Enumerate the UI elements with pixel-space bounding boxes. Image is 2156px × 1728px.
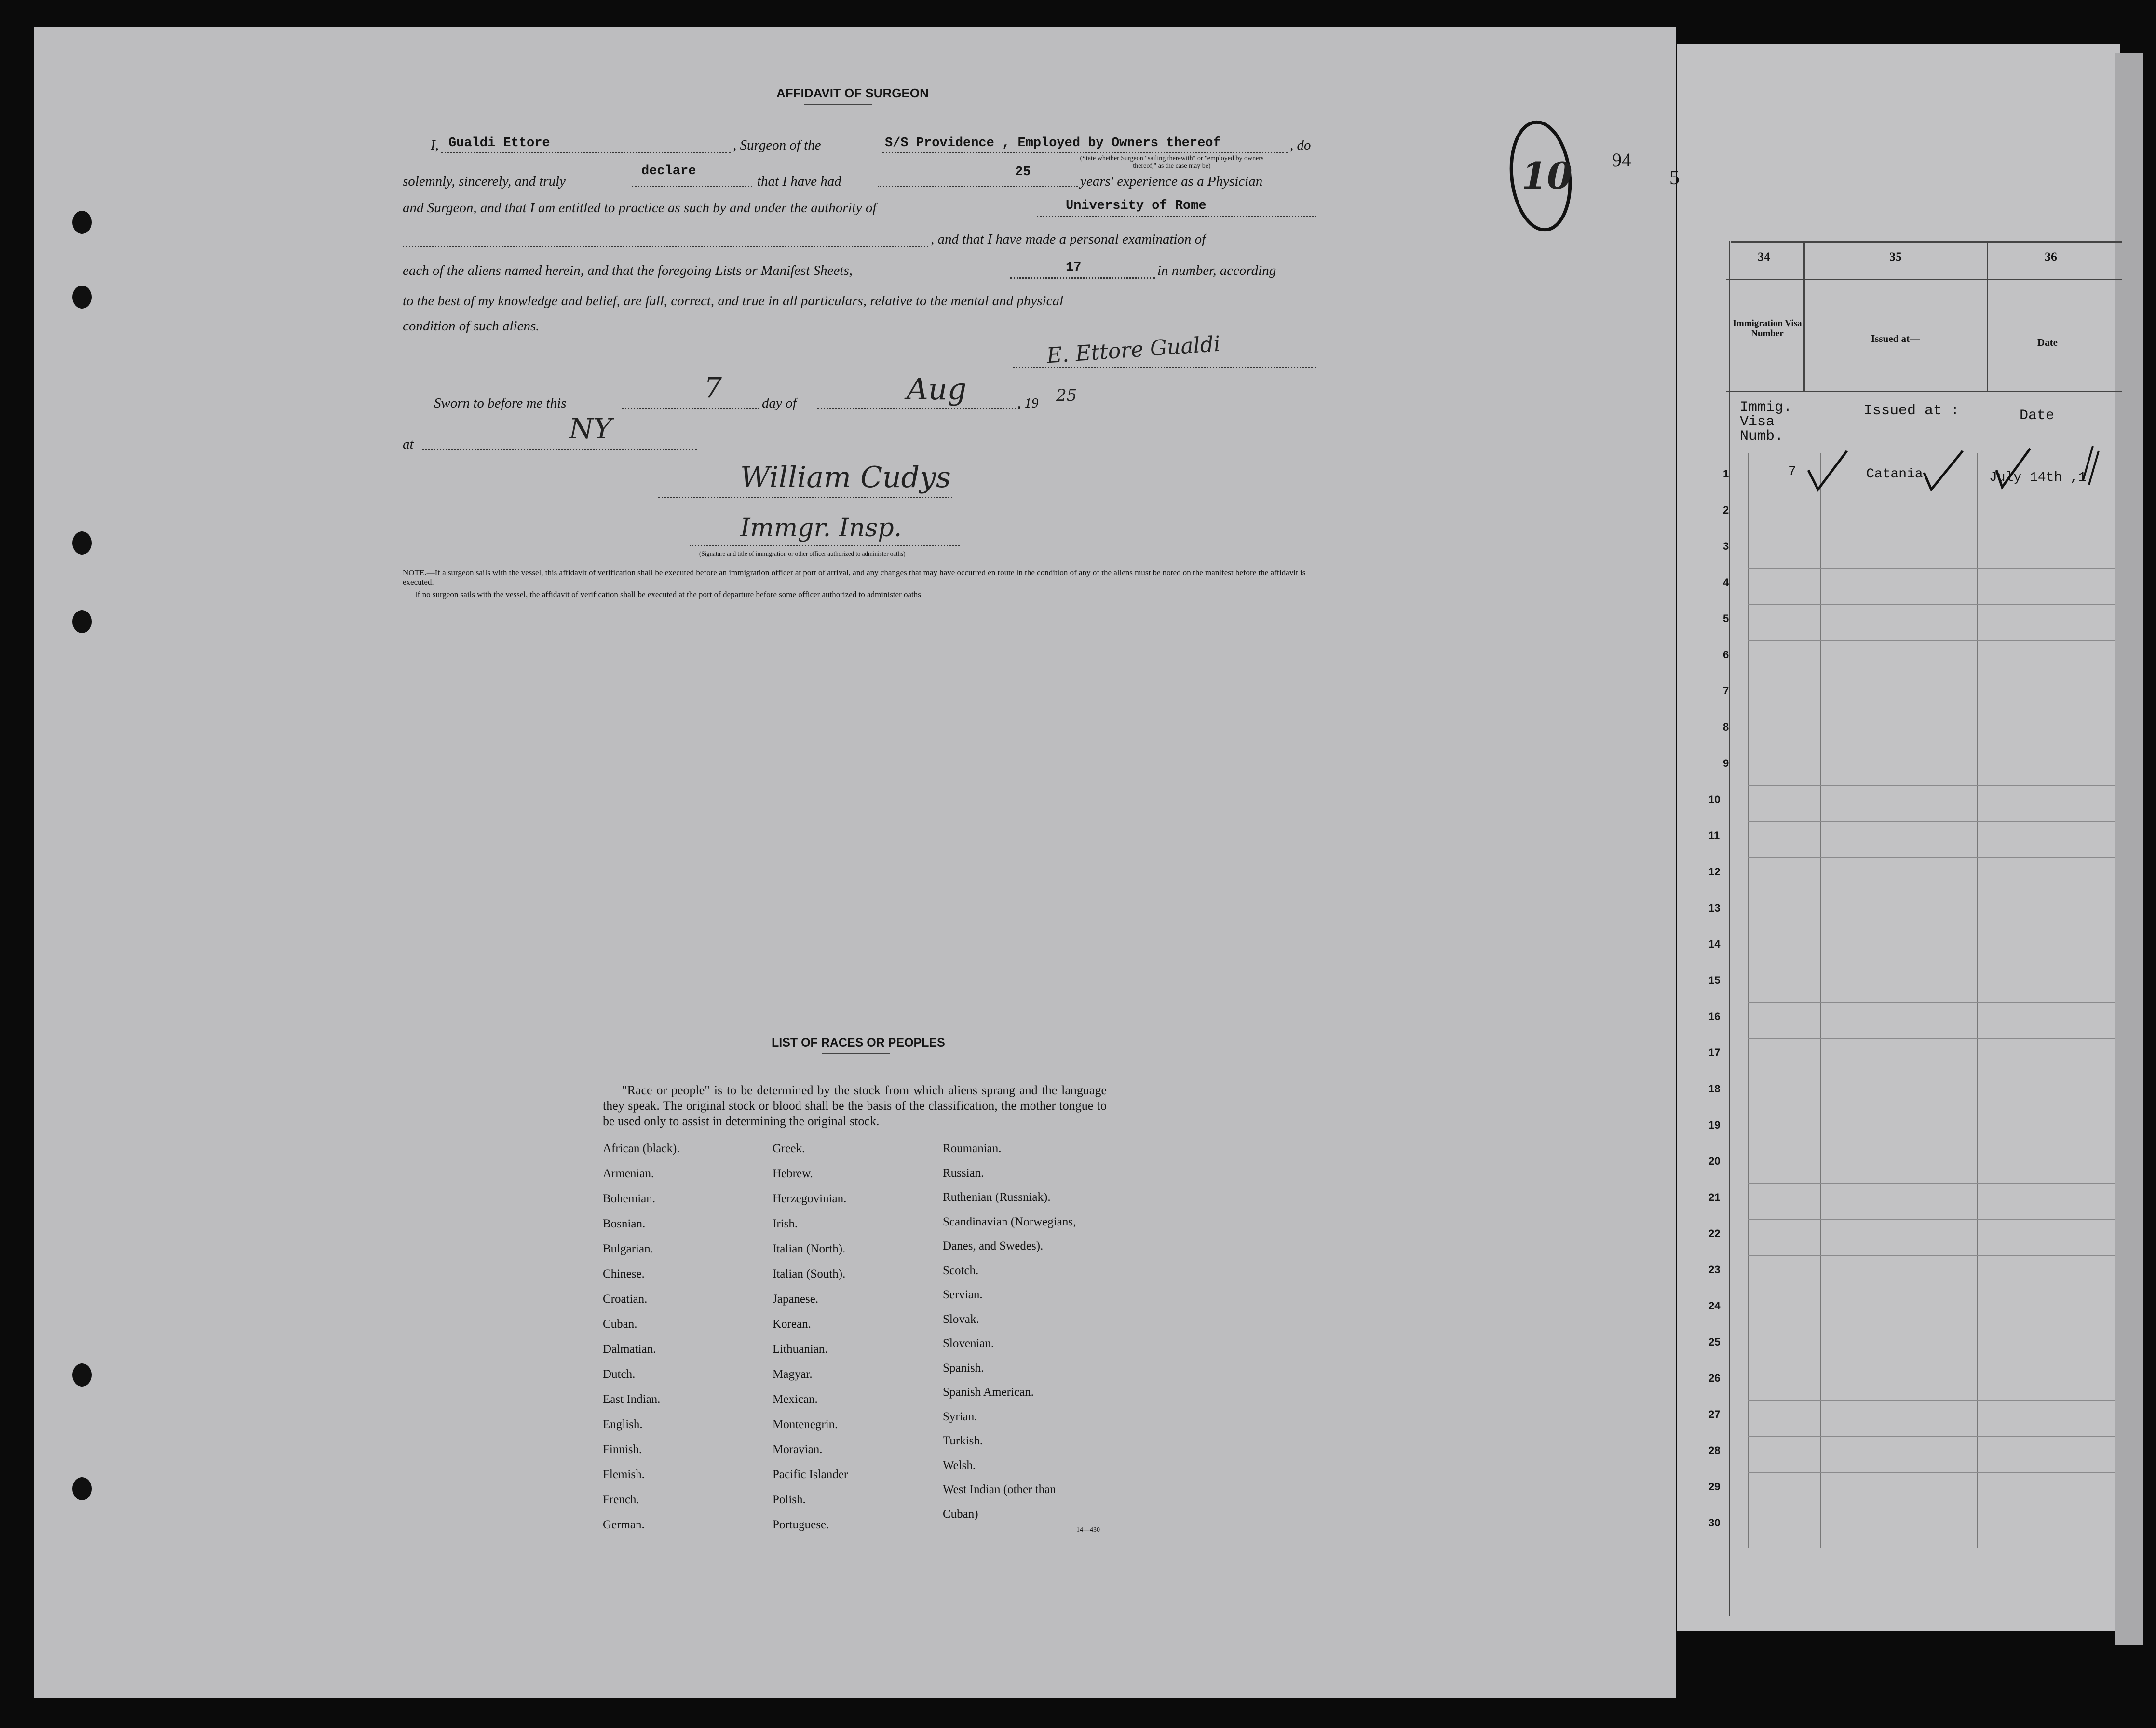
- row-number: 9: [1723, 757, 1729, 769]
- race-item: Herzegovinian.: [773, 1192, 847, 1205]
- row-number: 8: [1723, 721, 1729, 733]
- affidavit-text: , and that I have made a personal examination of: [931, 231, 1206, 247]
- race-item: Turkish.: [943, 1434, 983, 1447]
- affidavit-text: at: [403, 436, 414, 452]
- row-number: 27: [1709, 1408, 1721, 1420]
- signature-line: [690, 545, 960, 546]
- row-number: 22: [1709, 1227, 1721, 1239]
- binder-hole: [72, 1363, 92, 1387]
- typed-header-issued: Issued at :: [1864, 403, 1960, 419]
- row-number: 26: [1709, 1372, 1721, 1384]
- affidavit-text: solemnly, sincerely, and truly: [403, 174, 566, 189]
- race-item: Dutch.: [603, 1368, 636, 1381]
- fill-line: [817, 408, 1020, 409]
- sworn-year: 25: [1056, 386, 1077, 405]
- row-number: 18: [1709, 1083, 1721, 1095]
- typed-header-date: Date: [2020, 408, 2055, 424]
- edge-digit: 5: [1669, 167, 1680, 189]
- check-marks-icon: [1803, 441, 2102, 499]
- race-item: Servian.: [943, 1288, 983, 1301]
- row-number: 5: [1723, 612, 1729, 625]
- table-rule: [1726, 391, 2122, 392]
- col-number-36: 36: [2045, 250, 2057, 264]
- circled-number: 10: [1521, 154, 1573, 197]
- race-item: Syrian.: [943, 1410, 977, 1423]
- table-rule: [1977, 453, 1978, 1548]
- race-item: Japanese.: [773, 1293, 819, 1306]
- declaration: declare: [641, 164, 696, 178]
- affidavit-text: in number, according: [1157, 263, 1276, 278]
- row-number: 20: [1709, 1155, 1721, 1167]
- col-number-35: 35: [1889, 250, 1902, 264]
- row-number: 15: [1709, 974, 1721, 986]
- binder-hole: [72, 211, 92, 234]
- binder-hole: [72, 1477, 92, 1500]
- race-item: Danes, and Swedes).: [943, 1239, 1044, 1252]
- fill-line: [422, 449, 697, 450]
- fill-line: [632, 186, 752, 187]
- authority: University of Rome: [1066, 199, 1207, 213]
- surgeon-signature: E. Ettore Gualdi: [1045, 331, 1221, 368]
- row-line: [1748, 1400, 2115, 1401]
- race-item: Scandinavian (Norwegians,: [943, 1215, 1076, 1228]
- races-title: LIST OF RACES OR PEOPLES: [772, 1036, 945, 1049]
- row1-date: July 14th ,1: [1989, 470, 2087, 485]
- race-item: Bohemian.: [603, 1192, 656, 1205]
- col-header-issued-at: Issued at—: [1871, 333, 1920, 344]
- race-item: Slovak.: [943, 1312, 979, 1326]
- row-number: 6: [1723, 649, 1729, 661]
- title-rule: [822, 1053, 890, 1054]
- fill-line: [882, 152, 1288, 153]
- page-number: 94: [1612, 149, 1631, 171]
- col-header-date: Date: [2037, 337, 2058, 348]
- table-rule: [1748, 453, 1749, 1548]
- affidavit-text: , 19: [1017, 395, 1039, 411]
- sheet-edge: [2115, 53, 2143, 1645]
- race-item: English.: [603, 1418, 643, 1431]
- row-number: 3: [1723, 540, 1729, 552]
- table-rule: [1820, 453, 1821, 1548]
- race-item: Irish.: [773, 1217, 798, 1230]
- row-number: 24: [1709, 1300, 1721, 1312]
- row1-visa-number: 7: [1788, 464, 1796, 479]
- row-number: 4: [1723, 576, 1729, 588]
- race-item: Spanish American.: [943, 1386, 1034, 1399]
- race-item: Cuban.: [603, 1318, 637, 1331]
- row-number: 25: [1709, 1336, 1721, 1348]
- form-number: 14—430: [1076, 1526, 1100, 1534]
- signature-line: [658, 497, 952, 498]
- row-line: [1748, 568, 2115, 569]
- row-line: [1748, 604, 2115, 605]
- row-number: 19: [1709, 1119, 1721, 1131]
- race-item: Roumanian.: [943, 1142, 1002, 1155]
- signature-line: [1013, 367, 1316, 368]
- race-item: Italian (South).: [773, 1267, 846, 1280]
- row-number: 28: [1709, 1444, 1721, 1456]
- binder-hole: [72, 531, 92, 555]
- sworn-place: NY: [569, 412, 612, 445]
- affidavit-text: , Surgeon of the: [733, 137, 821, 153]
- row-line: [1748, 640, 2115, 641]
- row-number: 29: [1709, 1481, 1721, 1493]
- race-item: German.: [603, 1518, 645, 1531]
- col-header-visa-number: Immigration Visa Number: [1733, 318, 1802, 339]
- row-number: 21: [1709, 1191, 1721, 1203]
- affidavit-text: , do: [1290, 137, 1311, 153]
- ship-note: (State whether Surgeon "sailing therewith" or "employed by owners thereof," as the case may be): [1080, 155, 1264, 170]
- race-item: Bosnian.: [603, 1217, 646, 1230]
- row-line: [1748, 1472, 2115, 1473]
- fill-line: [622, 408, 759, 409]
- affidavit-text: day of: [762, 395, 797, 411]
- race-item: Armenian.: [603, 1167, 654, 1180]
- affidavit-text: Sworn to before me this: [434, 395, 567, 411]
- surgeon-name: Gualdi Ettore: [448, 136, 550, 150]
- row-line: [1748, 1436, 2115, 1437]
- affidavit-text: to the best of my knowledge and belief, are full, correct, and true in all particulars, relative to the mental and physical: [403, 293, 1064, 309]
- officer-signature: William Cudys: [740, 461, 951, 494]
- row-line: [1748, 821, 2115, 822]
- row-number: 2: [1723, 504, 1729, 516]
- row-number: 30: [1709, 1517, 1721, 1529]
- fill-line: [1010, 277, 1155, 279]
- binder-hole: [72, 286, 92, 309]
- row1-issued-at: Catania: [1866, 467, 1923, 482]
- row-line: [1748, 785, 2115, 786]
- col-number-34: 34: [1758, 250, 1770, 264]
- affidavit-page: [34, 27, 1676, 1698]
- affidavit-text: I,: [431, 137, 439, 153]
- race-item: Croatian.: [603, 1293, 648, 1306]
- row-number: 11: [1709, 830, 1720, 842]
- ship-name: S/S Providence , Employed by Owners thereof: [885, 136, 1221, 150]
- race-item: Moravian.: [773, 1443, 823, 1456]
- row-line: [1748, 1038, 2115, 1039]
- typed-header-visa: Immig. Visa Numb.: [1740, 399, 1792, 445]
- table-rule: [1726, 279, 2122, 280]
- fill-line: [403, 246, 928, 247]
- race-item: Slovenian.: [943, 1337, 994, 1350]
- table-rule: [1729, 241, 1730, 1616]
- affidavit-text: each of the aliens named herein, and that the foregoing Lists or Manifest Sheets,: [403, 263, 853, 278]
- row-number: 14: [1709, 938, 1721, 950]
- race-item: Flemish.: [603, 1468, 645, 1481]
- row-number: 23: [1709, 1264, 1721, 1276]
- race-item: Bulgarian.: [603, 1242, 653, 1255]
- row-number: 12: [1709, 866, 1721, 878]
- race-item: Finnish.: [603, 1443, 642, 1456]
- table-rule: [1987, 241, 1988, 391]
- race-item: African (black).: [603, 1142, 680, 1155]
- races-intro: "Race or people" is to be determined by the stock from which aliens sprang and the language they speak. The original stock or blood shall be the basis of the classification, the mother tongue to be used only to assist in determining the original stock.: [603, 1083, 1107, 1128]
- race-item: Portuguese.: [773, 1518, 829, 1531]
- affidavit-text: and Surgeon, and that I am entitled to practice as such by and under the authority of: [403, 200, 877, 216]
- race-item: French.: [603, 1493, 639, 1506]
- row-number: 13: [1709, 902, 1721, 914]
- sworn-day: 7: [704, 371, 722, 404]
- title-rule: [804, 104, 872, 105]
- row-number: 16: [1709, 1010, 1721, 1022]
- fill-line: [1037, 216, 1316, 217]
- affidavit-text: condition of such aliens.: [403, 318, 540, 334]
- affidavit-title: AFFIDAVIT OF SURGEON: [776, 86, 929, 100]
- row-number: 17: [1709, 1047, 1721, 1059]
- race-item: Hebrew.: [773, 1167, 813, 1180]
- note-1: NOTE.—If a surgeon sails with the vessel, this affidavit of verification shall be executed before an immigration officer at port of arrival, and any changes that may have occurred en route in the condition of any of the aliens must be noted on the manifest before the affidavit is executed.: [403, 568, 1306, 586]
- row-number: 10: [1709, 793, 1721, 805]
- race-item: Russian.: [943, 1166, 984, 1180]
- row-line: [1748, 1219, 2115, 1220]
- race-item: Ruthenian (Russniak).: [943, 1191, 1051, 1204]
- race-item: Montenegrin.: [773, 1418, 838, 1431]
- table-rule: [1731, 241, 2122, 243]
- row-line: [1748, 1255, 2115, 1256]
- affidavit-text: that I have had: [757, 174, 841, 189]
- race-item: West Indian (other than: [943, 1483, 1056, 1496]
- race-item: Spanish.: [943, 1361, 984, 1374]
- race-item: Greek.: [773, 1142, 805, 1155]
- race-item: Mexican.: [773, 1393, 818, 1406]
- row-line: [1748, 857, 2115, 858]
- race-item: Korean.: [773, 1318, 811, 1331]
- officer-title: Immgr. Insp.: [740, 514, 902, 543]
- row-line: [1748, 1183, 2115, 1184]
- race-item: Chinese.: [603, 1267, 645, 1280]
- race-item: Scotch.: [943, 1264, 979, 1277]
- race-item: Pacific Islander: [773, 1468, 848, 1481]
- race-item: Magyar.: [773, 1368, 813, 1381]
- race-item: East Indian.: [603, 1393, 661, 1406]
- affidavit-text: years' experience as a Physician: [1080, 174, 1263, 189]
- race-item: Italian (North).: [773, 1242, 846, 1255]
- table-rule: [1803, 241, 1805, 391]
- manifest-sheet-edge: [1677, 44, 2120, 1631]
- race-item: Welsh.: [943, 1458, 976, 1472]
- race-item: Lithuanian.: [773, 1343, 828, 1356]
- row-line: [1748, 1002, 2115, 1003]
- fill-line: [441, 152, 731, 153]
- row-number: 1: [1723, 468, 1729, 480]
- binder-hole: [72, 610, 92, 633]
- row-number: 7: [1723, 685, 1729, 697]
- race-item: Polish.: [773, 1493, 806, 1506]
- sheet-count: 17: [1066, 260, 1082, 275]
- race-item: Dalmatian.: [603, 1343, 656, 1356]
- sworn-month: Aug: [907, 371, 967, 407]
- race-item: Cuban): [943, 1507, 978, 1521]
- note-2: If no surgeon sails with the vessel, the affidavit of verification shall be executed at the port of departure before some officer authorized to administer oaths.: [415, 590, 923, 599]
- fill-line: [878, 186, 1078, 187]
- years-experience: 25: [1015, 165, 1031, 179]
- officer-caption: (Signature and title of immigration or other officer authorized to administer oaths): [699, 550, 906, 557]
